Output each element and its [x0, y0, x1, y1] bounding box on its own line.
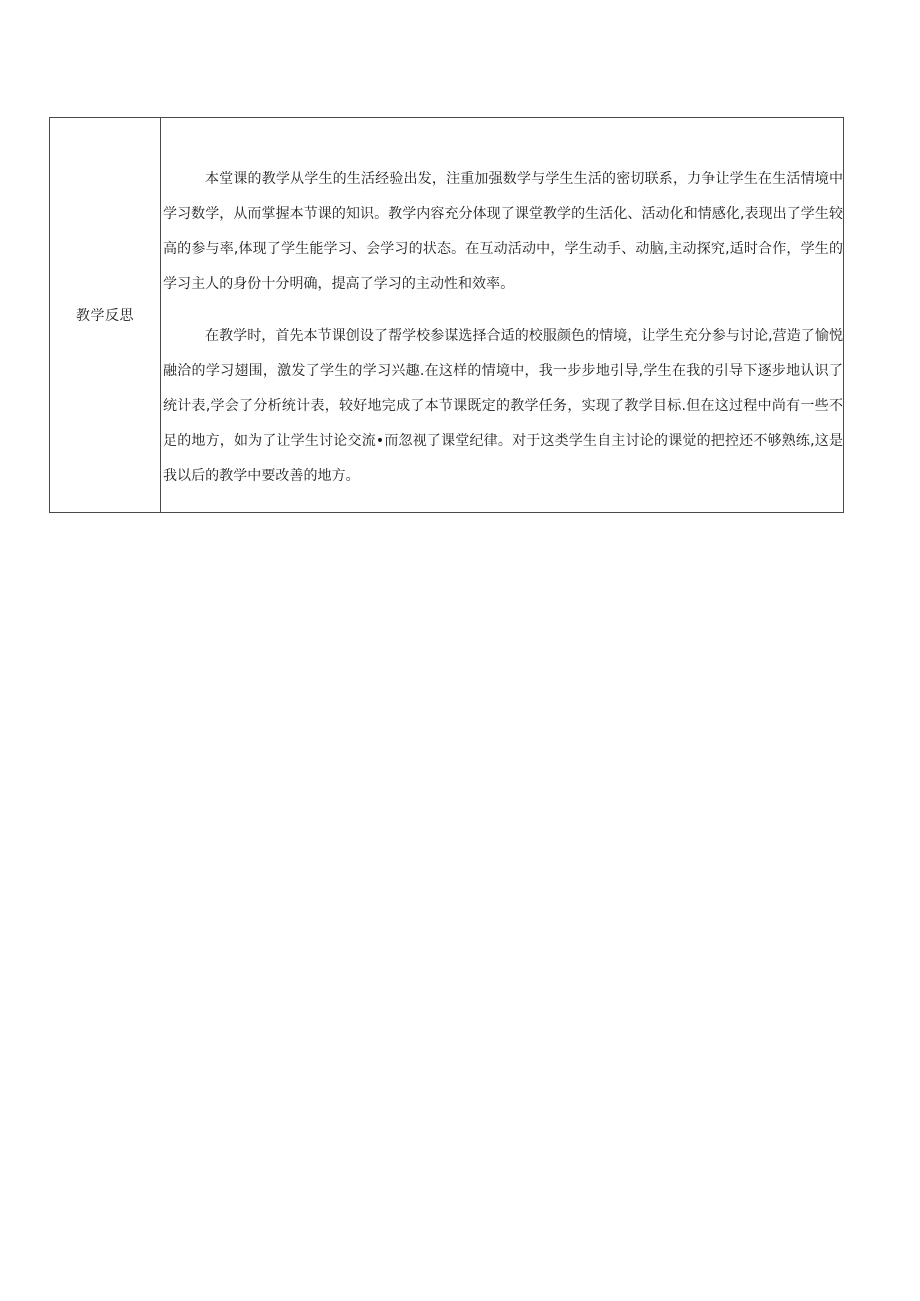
- paragraph-1: 本堂课的教学从学生的生活经验出发，注重加强数学与学生生活的密切联系，力争让学生在生活情境中学习数学，从而掌握本节课的知识。教学内容充分体现了课堂教学的生活化、活动化和情感化,表现出了学生较高的参与率,体现了学生能学习、会学习的状态。在互动活动中，学生动手、动脑,主动探究,适时合作，学生的学习主人的身份十分明确，提高了学习的主动性和效率。: [163, 171, 843, 292]
- table-content-cell: [161, 118, 843, 512]
- table-label-cell: [50, 118, 161, 512]
- row-label: 教学反思: [76, 308, 134, 324]
- paragraph-2: 在教学时，首先本节课创设了帮学校参谋选择合适的校服颜色的情境，让学生充分参与讨论,营造了愉悦融洽的学习翅围，激发了学生的学习兴趣.在这样的情境中，我一步步地引导,学生在我的引导下逐步地认识了统计表,学会了分析统计表，较好地完成了本节课既定的教学任务，实现了教学目标.但在这过程中尚有一些不足的地方，如为了让学生讨论交流•而忽视了课堂纪律。对于这类学生自主讨论的课觉的把控还不够熟练,这是我以后的教学中要改善的地方。: [163, 328, 843, 484]
- reflection-table: [49, 117, 844, 513]
